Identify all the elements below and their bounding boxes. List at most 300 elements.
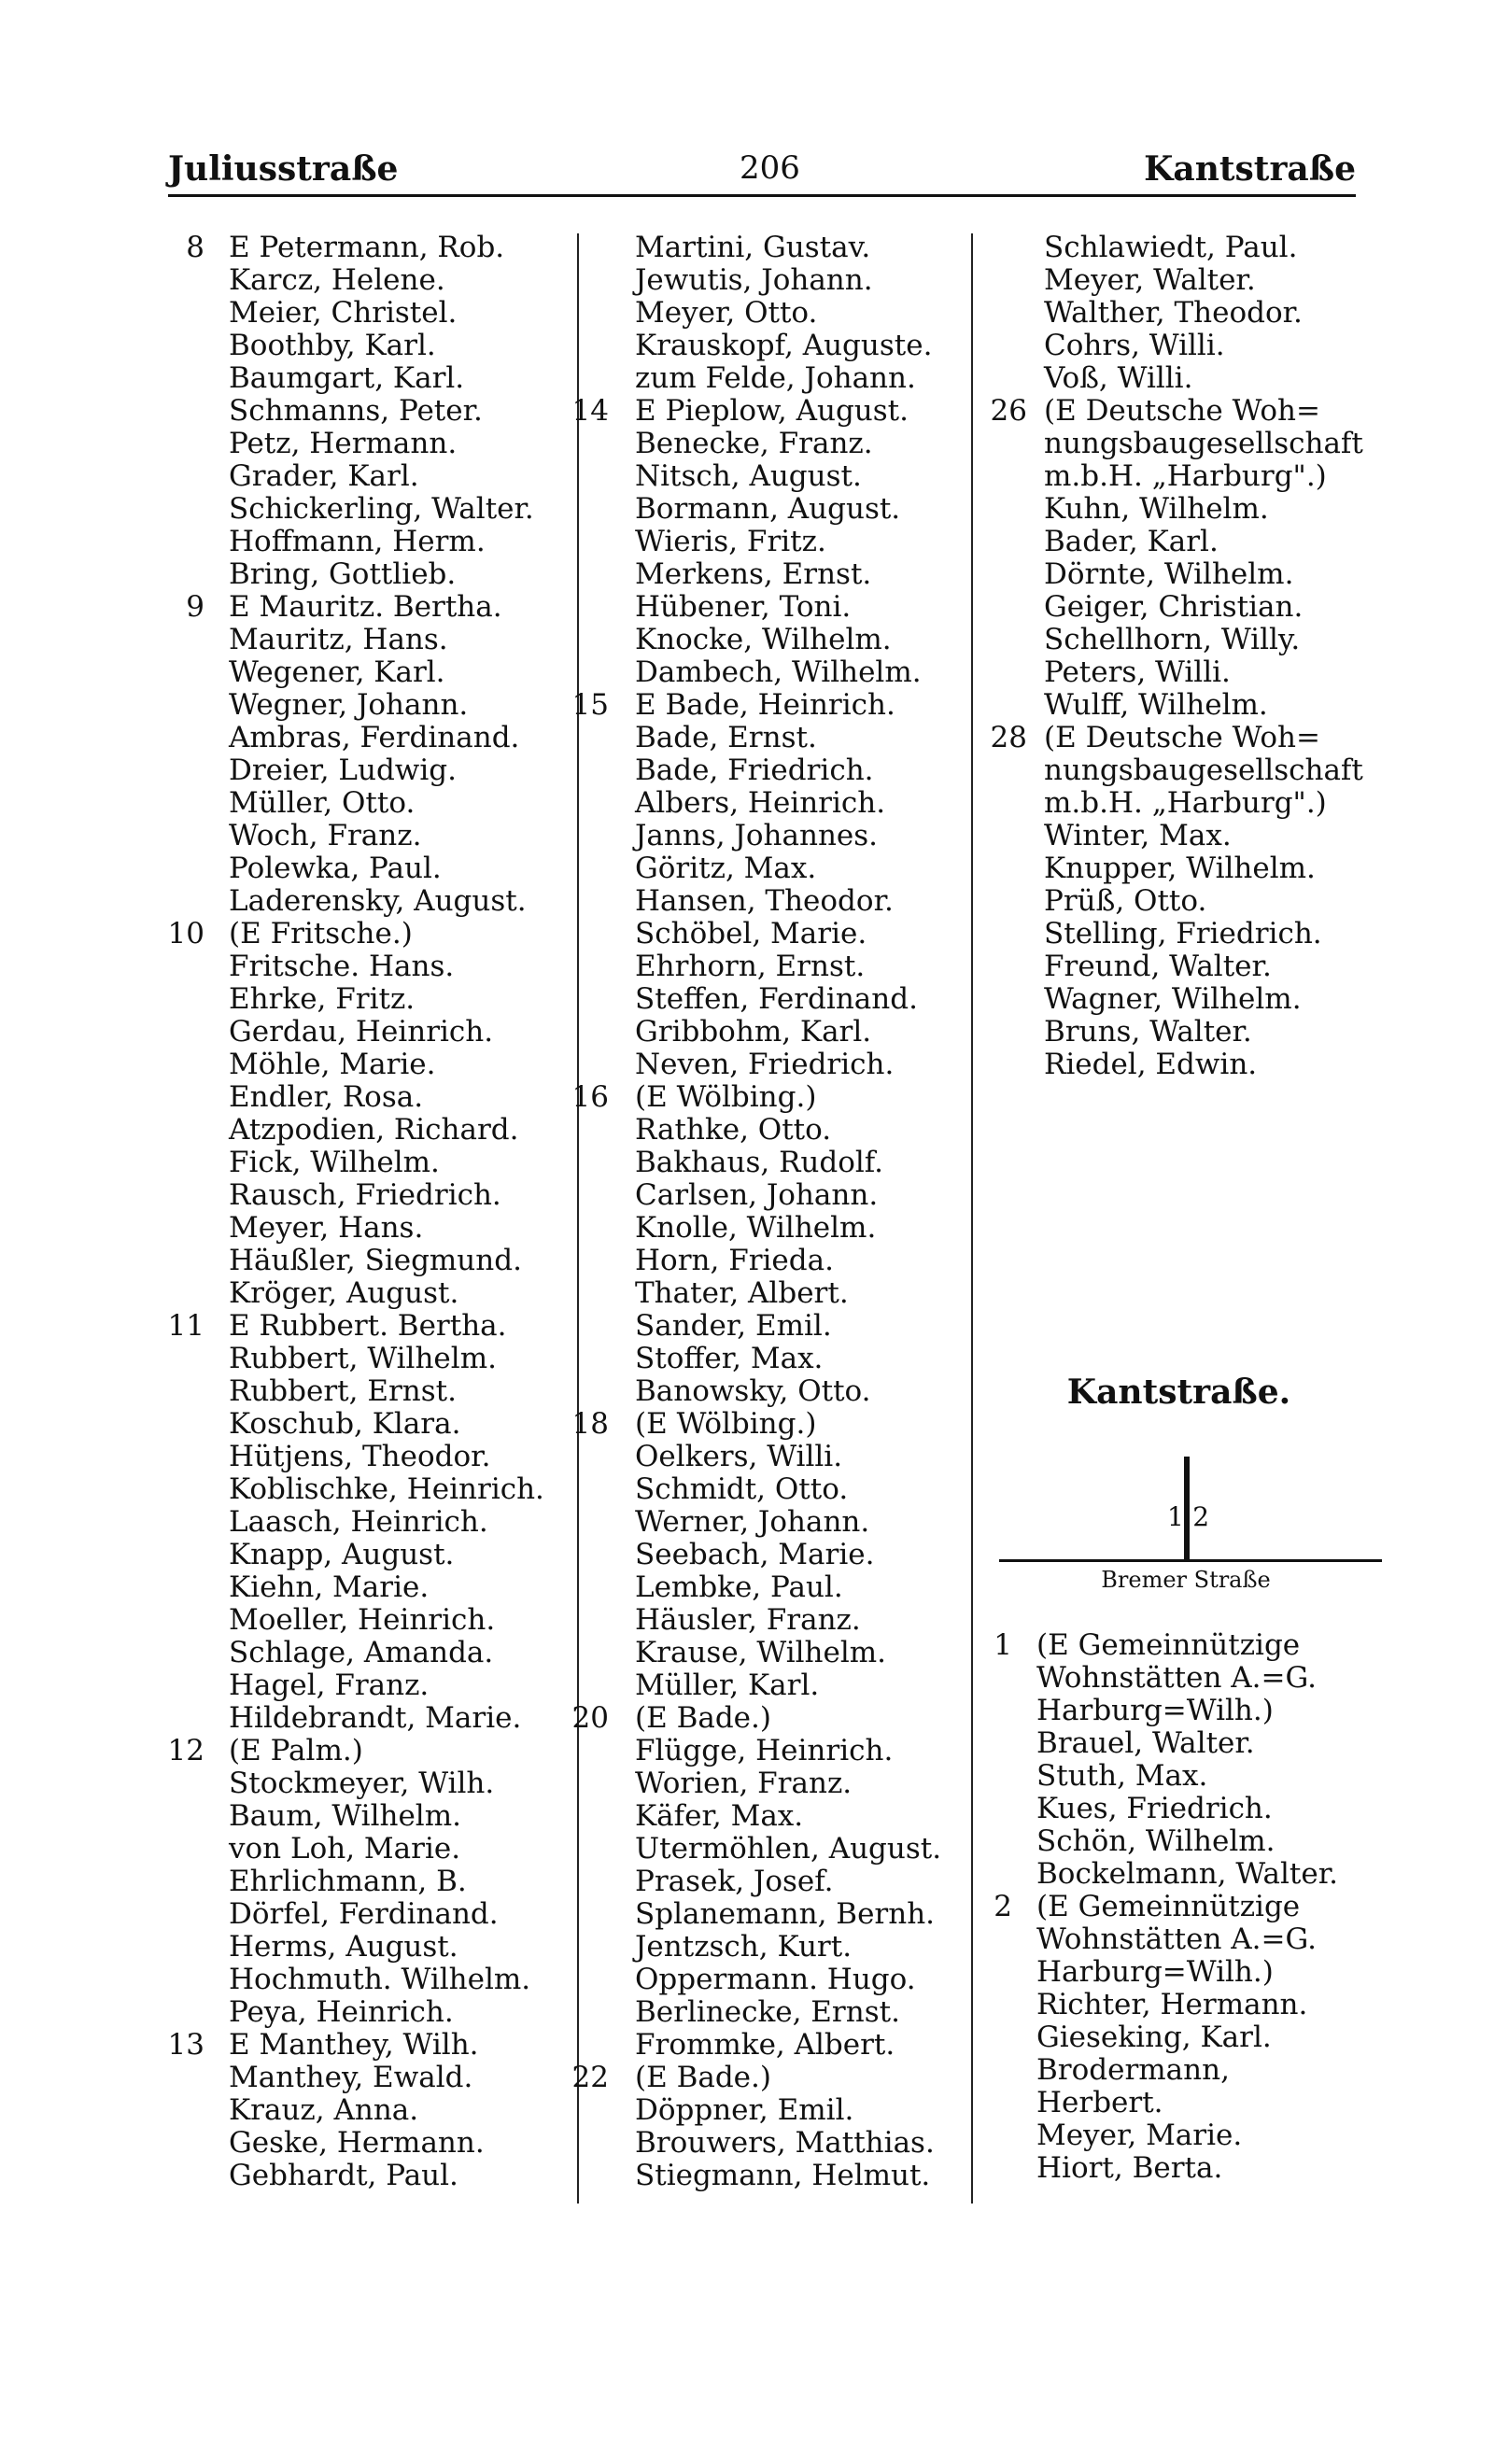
resident-name: Dambech, Wilhelm.	[635, 655, 922, 689]
list-item	[971, 1016, 1387, 1049]
resident-name: E Manthey, Wilh.	[229, 2028, 479, 2062]
list-item	[971, 330, 1387, 362]
resident-name: (E Bade.)	[635, 1701, 771, 1735]
list-item	[163, 1506, 579, 1539]
resident-name: Jentzsch, Kurt.	[635, 1930, 853, 1964]
resident-name: Hagel, Franz.	[229, 1668, 430, 1702]
resident-name: Müller, Otto.	[229, 786, 416, 820]
resident-name: Neven, Friedrich.	[635, 1048, 895, 1081]
list-item	[163, 2062, 579, 2094]
resident-name: Knolle, Wilhelm.	[635, 1211, 877, 1245]
resident-name: m.b.H. „Harburg".)	[1044, 786, 1327, 820]
house-number: 22	[571, 2061, 609, 2094]
list-item	[163, 460, 579, 493]
list-item	[568, 1866, 988, 1898]
house-number: 18	[571, 1407, 609, 1441]
list-item	[971, 1989, 1387, 2021]
resident-name: Grader, Karl.	[229, 459, 419, 493]
resident-name: Stelling, Friedrich.	[1044, 917, 1322, 950]
resident-name: Kuhn, Wilhelm.	[1044, 492, 1269, 526]
resident-name: Knapp, August.	[229, 1538, 455, 1571]
resident-name: Oelkers, Willi.	[635, 1440, 843, 1473]
list-item	[971, 297, 1387, 330]
resident-name: Brauel, Walter.	[1036, 1726, 1255, 1760]
resident-name: nungsbaugesellschaft	[1044, 427, 1363, 460]
list-item	[568, 2062, 988, 2094]
resident-name: Herms, August.	[229, 1930, 458, 1964]
resident-name: Wieris, Fritz.	[635, 525, 826, 558]
section-title-kantstrasse: Kantstraße.	[1066, 1373, 1291, 1412]
list-item	[568, 2029, 988, 2062]
list-item	[971, 1629, 1387, 1662]
list-item	[568, 1571, 988, 1604]
list-item	[568, 1833, 988, 1866]
list-item	[163, 1212, 579, 1245]
resident-name: Häusler, Franz.	[635, 1603, 861, 1637]
list-item	[163, 1147, 579, 1179]
resident-name: Steffen, Ferdinand.	[635, 982, 918, 1016]
list-item	[971, 1049, 1387, 1081]
list-item	[971, 918, 1387, 950]
list-item	[163, 1571, 579, 1604]
list-item	[971, 1760, 1387, 1793]
resident-name: Atzpodien, Richard.	[229, 1113, 519, 1147]
resident-name: Lembke, Paul.	[635, 1570, 843, 1604]
resident-name: Benecke, Franz.	[635, 427, 873, 460]
list-item	[568, 852, 988, 885]
list-item	[971, 2021, 1387, 2054]
list-item	[971, 232, 1387, 264]
column-2	[568, 232, 988, 2192]
list-item	[163, 1081, 579, 1114]
resident-name: Bormann, August.	[635, 492, 901, 526]
list-item	[971, 395, 1387, 428]
resident-name: (E Deutsche Woh=	[1044, 721, 1320, 754]
resident-name: nungsbaugesellschaft	[1044, 753, 1363, 787]
resident-name: Endler, Rosa.	[229, 1080, 424, 1114]
resident-name: Hütjens, Theodor.	[229, 1440, 491, 1473]
resident-name: Geiger, Christian.	[1044, 590, 1304, 624]
house-number: 15	[571, 688, 609, 722]
running-head-left: Juliusstraße	[168, 149, 399, 189]
list-item	[568, 754, 988, 787]
resident-name: Wagner, Wilhelm.	[1044, 982, 1302, 1016]
cross-house-numbers: 1|2	[1167, 1501, 1210, 1532]
page-number: 206	[740, 149, 800, 187]
list-item	[971, 852, 1387, 885]
resident-name: Ehrhorn, Ernst.	[635, 950, 866, 983]
resident-name: Ambras, Ferdinand.	[229, 721, 520, 754]
resident-name: Hansen, Theodor.	[635, 884, 894, 918]
list-item	[568, 820, 988, 852]
list-item	[971, 624, 1387, 656]
resident-name: Bader, Karl.	[1044, 525, 1219, 558]
list-item	[568, 2094, 988, 2127]
resident-name: Rubbert, Ernst.	[229, 1374, 457, 1408]
resident-name: Schlawiedt, Paul.	[1044, 231, 1298, 264]
resident-name: (E Deutsche Woh=	[1044, 394, 1320, 428]
resident-name: Schellhorn, Willy.	[1044, 623, 1301, 656]
list-item	[971, 722, 1387, 754]
list-item	[568, 591, 988, 624]
resident-name: Hochmuth. Wilhelm.	[229, 1963, 531, 1996]
resident-name: Bruns, Walter.	[1044, 1015, 1252, 1049]
list-item	[568, 1147, 988, 1179]
resident-name: Janns, Johannes.	[635, 819, 879, 852]
list-item	[971, 820, 1387, 852]
resident-name: Utermöhlen, August.	[635, 1832, 942, 1866]
list-item	[971, 264, 1387, 297]
resident-name: Kues, Friedrich.	[1036, 1792, 1273, 1825]
list-item	[163, 2029, 579, 2062]
house-number: 16	[571, 1080, 609, 1114]
list-item	[163, 232, 579, 264]
list-item	[163, 820, 579, 852]
resident-name: Baumgart, Karl.	[229, 361, 465, 395]
resident-name: Wulff, Wilhelm.	[1044, 688, 1268, 722]
resident-name: Hiort, Berta.	[1036, 2151, 1223, 2185]
resident-name: Manthey, Ewald.	[229, 2061, 473, 2094]
resident-name: Gribbohm, Karl.	[635, 1015, 872, 1049]
house-number: 8	[186, 231, 204, 264]
resident-name: E Mauritz. Bertha.	[229, 590, 502, 624]
list-item	[971, 428, 1387, 460]
resident-name: E Petermann, Rob.	[229, 231, 505, 264]
list-item	[163, 2127, 579, 2160]
resident-name: Hildebrandt, Marie.	[229, 1701, 522, 1735]
list-item	[163, 1441, 579, 1473]
list-item	[568, 1767, 988, 1800]
list-item	[163, 1637, 579, 1669]
house-number: 1	[994, 1628, 1012, 1662]
list-item	[163, 1310, 579, 1343]
list-item	[568, 1408, 988, 1441]
resident-name: Koschub, Klara.	[229, 1407, 461, 1441]
resident-name: Herbert.	[1036, 2086, 1163, 2119]
list-item	[568, 1114, 988, 1147]
list-item	[163, 1473, 579, 1506]
list-item	[971, 689, 1387, 722]
resident-name: Ehrke, Fritz.	[229, 982, 416, 1016]
list-item	[163, 428, 579, 460]
list-item	[568, 1506, 988, 1539]
resident-name: (E Bade.)	[635, 2061, 771, 2094]
resident-name: Fick, Wilhelm.	[229, 1146, 440, 1179]
list-item	[971, 2087, 1387, 2119]
resident-name: Riedel, Edwin.	[1044, 1048, 1258, 1081]
resident-name: Berlinecke, Ernst.	[635, 1995, 900, 2029]
resident-name: Möhle, Marie.	[229, 1048, 436, 1081]
list-item	[163, 722, 579, 754]
list-item	[163, 1898, 579, 1931]
resident-name: Polewka, Paul.	[229, 852, 442, 885]
list-item	[163, 1343, 579, 1375]
list-item	[568, 1245, 988, 1277]
list-item	[163, 918, 579, 950]
resident-name: Schmanns, Peter.	[229, 394, 483, 428]
resident-name: Prasek, Josef.	[635, 1865, 834, 1898]
list-item	[568, 1669, 988, 1702]
list-item	[163, 1735, 579, 1767]
resident-name: (E Wölbing.)	[635, 1407, 817, 1441]
list-item	[568, 428, 988, 460]
list-item	[971, 1891, 1387, 1923]
list-item	[971, 558, 1387, 591]
list-item	[971, 983, 1387, 1016]
resident-name: Dreier, Ludwig.	[229, 753, 457, 787]
resident-name: Moeller, Heinrich.	[229, 1603, 496, 1637]
resident-name: Worien, Franz.	[635, 1767, 853, 1800]
list-item	[971, 493, 1387, 526]
list-item	[163, 1996, 579, 2029]
resident-name: Thater, Albert.	[635, 1276, 849, 1310]
resident-name: Stuth, Max.	[1036, 1759, 1208, 1793]
house-number: 14	[571, 394, 609, 428]
resident-name: (E Fritsche.)	[229, 917, 413, 950]
resident-name: Schlage, Amanda.	[229, 1636, 494, 1669]
resident-name: Laasch, Heinrich.	[229, 1505, 488, 1539]
resident-name: Meier, Christel.	[229, 296, 458, 330]
resident-name: Splanemann, Bernh.	[635, 1897, 936, 1931]
list-item	[971, 885, 1387, 918]
resident-name: Laderensky, August.	[229, 884, 527, 918]
list-item	[971, 362, 1387, 395]
resident-name: Käfer, Max.	[635, 1799, 804, 1833]
list-item	[163, 624, 579, 656]
resident-name: Peya, Heinrich.	[229, 1995, 454, 2029]
resident-name: Merkens, Ernst.	[635, 557, 872, 591]
list-item	[163, 1245, 579, 1277]
resident-name: Horn, Frieda.	[635, 1244, 834, 1277]
resident-name: Freund, Walter.	[1044, 950, 1272, 983]
resident-name: Stiegmann, Helmut.	[635, 2159, 931, 2192]
list-item	[163, 1669, 579, 1702]
running-head-right: Kantstraße	[1144, 149, 1356, 189]
list-item	[971, 1695, 1387, 1727]
resident-name: Wohnstätten A.=G.	[1036, 1922, 1318, 1956]
resident-name: Karcz, Helene.	[229, 263, 445, 297]
resident-name: Jewutis, Johann.	[635, 263, 873, 297]
list-item	[163, 526, 579, 558]
resident-name: E Pieplow, August.	[635, 394, 909, 428]
resident-name: Mauritz, Hans.	[229, 623, 448, 656]
list-item	[971, 2054, 1387, 2087]
resident-name: Dörfel, Ferdinand.	[229, 1897, 499, 1931]
list-item	[568, 722, 988, 754]
column-3	[971, 232, 1387, 1081]
resident-name: Brouwers, Matthias.	[635, 2126, 935, 2160]
list-item	[163, 1800, 579, 1833]
resident-name: zum Felde, Johann.	[635, 361, 916, 395]
list-item	[568, 1016, 988, 1049]
list-item	[163, 1049, 579, 1081]
column-3-kantstrasse	[971, 1629, 1387, 2185]
list-item	[163, 493, 579, 526]
list-item	[163, 1702, 579, 1735]
resident-name: Bade, Friedrich.	[635, 753, 874, 787]
resident-name: Winter, Max.	[1044, 819, 1232, 852]
resident-name: Harburg=Wilh.)	[1036, 1955, 1274, 1989]
list-item	[568, 1604, 988, 1637]
list-item	[971, 526, 1387, 558]
list-item	[971, 460, 1387, 493]
list-item	[568, 1310, 988, 1343]
resident-name: Schöbel, Marie.	[635, 917, 867, 950]
resident-name: E Bade, Heinrich.	[635, 688, 895, 722]
list-item	[568, 1702, 988, 1735]
list-item	[163, 852, 579, 885]
resident-name: Krauz, Anna.	[229, 2093, 419, 2127]
resident-name: Häußler, Siegmund.	[229, 1244, 522, 1277]
resident-name: E Rubbert. Bertha.	[229, 1309, 507, 1343]
house-number: 28	[990, 721, 1027, 754]
list-item	[568, 1375, 988, 1408]
list-item	[971, 1858, 1387, 1891]
resident-name: Schmidt, Otto.	[635, 1472, 849, 1506]
list-item	[971, 950, 1387, 983]
resident-name: Krause, Wilhelm.	[635, 1636, 887, 1669]
list-item	[163, 885, 579, 918]
list-item	[568, 297, 988, 330]
resident-name: Ehrlichmann, B.	[229, 1865, 467, 1898]
resident-name: Bakhaus, Rudolf.	[635, 1146, 884, 1179]
list-item	[163, 2160, 579, 2192]
resident-name: Müller, Karl.	[635, 1668, 820, 1702]
list-item	[568, 264, 988, 297]
resident-name: Baum, Wilhelm.	[229, 1799, 461, 1833]
list-item	[568, 787, 988, 820]
list-item	[971, 591, 1387, 624]
list-item	[163, 1375, 579, 1408]
list-item	[163, 1767, 579, 1800]
list-item	[568, 624, 988, 656]
house-number: 2	[994, 1890, 1012, 1923]
resident-name: Bockelmann, Walter.	[1036, 1857, 1339, 1891]
page-header	[0, 149, 1494, 196]
resident-name: Knupper, Wilhelm.	[1044, 852, 1316, 885]
list-item	[568, 1049, 988, 1081]
resident-name: Albers, Heinrich.	[635, 786, 886, 820]
resident-name: Bade, Ernst.	[635, 721, 817, 754]
resident-name: Knocke, Wilhelm.	[635, 623, 892, 656]
list-item	[163, 1179, 579, 1212]
list-item	[163, 983, 579, 1016]
list-item	[971, 787, 1387, 820]
house-number: 12	[167, 1734, 204, 1767]
list-item	[568, 1277, 988, 1310]
resident-name: Koblischke, Heinrich.	[229, 1472, 544, 1506]
list-item	[568, 1996, 988, 2029]
resident-name: Prüß, Otto.	[1044, 884, 1207, 918]
list-item	[568, 656, 988, 689]
list-item	[163, 395, 579, 428]
resident-name: Meyer, Walter.	[1044, 263, 1256, 297]
house-number: 13	[167, 2028, 204, 2062]
house-number: 20	[571, 1701, 609, 1735]
resident-name: Walther, Theodor.	[1044, 296, 1303, 330]
house-number: 11	[167, 1309, 204, 1343]
list-item	[568, 1964, 988, 1996]
list-item	[568, 1179, 988, 1212]
list-item	[163, 1833, 579, 1866]
list-item	[568, 1637, 988, 1669]
list-item	[568, 460, 988, 493]
resident-name: Rausch, Friedrich.	[229, 1178, 501, 1212]
list-item	[163, 330, 579, 362]
resident-name: Sander, Emil.	[635, 1309, 832, 1343]
list-item	[568, 918, 988, 950]
list-item	[971, 1825, 1387, 1858]
list-item	[568, 689, 988, 722]
list-item	[568, 1343, 988, 1375]
list-item	[163, 1016, 579, 1049]
list-item	[163, 297, 579, 330]
list-item	[163, 362, 579, 395]
list-item	[568, 950, 988, 983]
list-item	[163, 264, 579, 297]
list-item	[568, 1441, 988, 1473]
resident-name: Martini, Gustav.	[635, 231, 871, 264]
resident-name: Schön, Wilhelm.	[1036, 1824, 1276, 1858]
resident-name: Voß, Willi.	[1044, 361, 1193, 395]
list-item	[568, 1735, 988, 1767]
resident-name: Döppner, Emil.	[635, 2093, 854, 2127]
list-item	[163, 787, 579, 820]
list-item	[568, 362, 988, 395]
resident-name: Hübener, Toni.	[635, 590, 852, 624]
list-item	[163, 591, 579, 624]
resident-name: Petz, Hermann.	[229, 427, 458, 460]
house-number: 10	[167, 917, 204, 950]
list-item	[971, 1727, 1387, 1760]
house-number: 9	[186, 590, 204, 624]
list-item	[568, 1539, 988, 1571]
list-item	[568, 1212, 988, 1245]
list-item	[568, 558, 988, 591]
resident-name: Gebhardt, Paul.	[229, 2159, 458, 2192]
list-item	[971, 1956, 1387, 1989]
resident-name: Hoffmann, Herm.	[229, 525, 486, 558]
list-item	[568, 330, 988, 362]
list-item	[163, 1277, 579, 1310]
resident-name: Oppermann. Hugo.	[635, 1963, 916, 1996]
resident-name: Göritz, Max.	[635, 852, 817, 885]
resident-name: Carlsen, Johann.	[635, 1178, 879, 1212]
list-item	[163, 558, 579, 591]
resident-name: m.b.H. „Harburg".)	[1044, 459, 1327, 493]
resident-name: Richter, Hermann.	[1036, 1988, 1308, 2021]
column-1	[163, 232, 579, 2192]
resident-name: Brodermann,	[1036, 2053, 1230, 2087]
resident-name: Stoffer, Max.	[635, 1342, 824, 1375]
resident-name: (E Wölbing.)	[635, 1080, 817, 1114]
resident-name: Gerdau, Heinrich.	[229, 1015, 494, 1049]
list-item	[163, 1114, 579, 1147]
resident-name: Wohnstätten A.=G.	[1036, 1661, 1318, 1695]
resident-name: Rubbert, Wilhelm.	[229, 1342, 497, 1375]
resident-name: Flügge, Heinrich.	[635, 1734, 894, 1767]
resident-name: Bring, Gottlieb.	[229, 557, 457, 591]
list-item	[971, 1923, 1387, 1956]
list-item	[568, 2160, 988, 2192]
resident-name: Krauskopf, Auguste.	[635, 329, 933, 362]
resident-name: (E Gemeinnützige	[1036, 1628, 1301, 1662]
resident-name: Nitsch, August.	[635, 459, 862, 493]
list-item	[971, 2152, 1387, 2185]
street-cross-diagram	[990, 1457, 1382, 1597]
list-item	[568, 885, 988, 918]
list-item	[163, 1931, 579, 1964]
